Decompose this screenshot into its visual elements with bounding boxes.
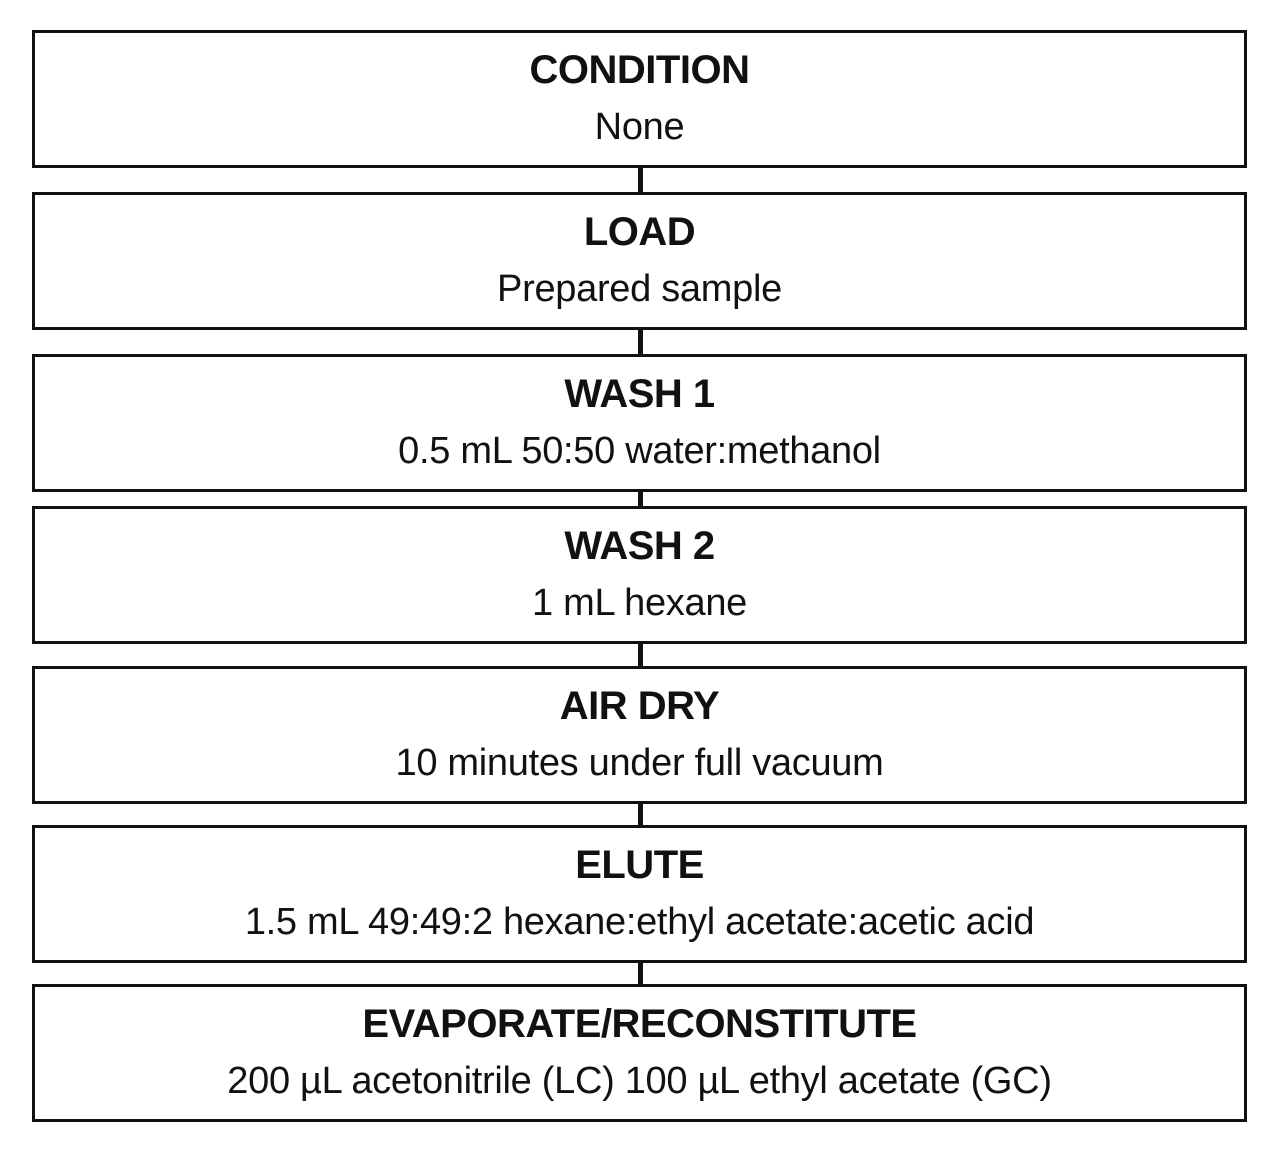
connector — [638, 803, 643, 825]
step-condition — [32, 30, 1247, 168]
step-wash-2 — [32, 506, 1247, 644]
step-description: Prepared sample — [497, 268, 782, 310]
step-load — [32, 192, 1247, 330]
step-title: WASH 1 — [564, 372, 715, 416]
step-elute — [32, 825, 1247, 963]
step-title: CONDITION — [529, 48, 750, 92]
connector — [638, 962, 643, 984]
step-wash-1 — [32, 354, 1247, 492]
connector — [638, 492, 643, 506]
step-evaporate-reconstitute — [32, 984, 1247, 1122]
connector — [638, 644, 643, 666]
step-title: WASH 2 — [564, 524, 715, 568]
step-title: LOAD — [583, 210, 696, 254]
step-description: 10 minutes under full vacuum — [395, 742, 884, 784]
step-description: 200 µL acetonitrile (LC) 100 µL ethyl acetate (GC) — [227, 1060, 1052, 1102]
step-description: 1.5 mL 49:49:2 hexane:ethyl acetate:acetic acid — [244, 901, 1035, 943]
step-description: 0.5 mL 50:50 water:methanol — [398, 430, 881, 472]
step-description: None — [594, 106, 685, 148]
step-title: AIR DRY — [559, 684, 720, 728]
connector — [638, 330, 643, 354]
step-air-dry — [32, 666, 1247, 804]
step-title: ELUTE — [575, 843, 704, 887]
step-title: EVAPORATE/RECONSTITUTE — [362, 1002, 917, 1046]
step-description: 1 mL hexane — [532, 582, 747, 624]
connector — [638, 168, 643, 192]
